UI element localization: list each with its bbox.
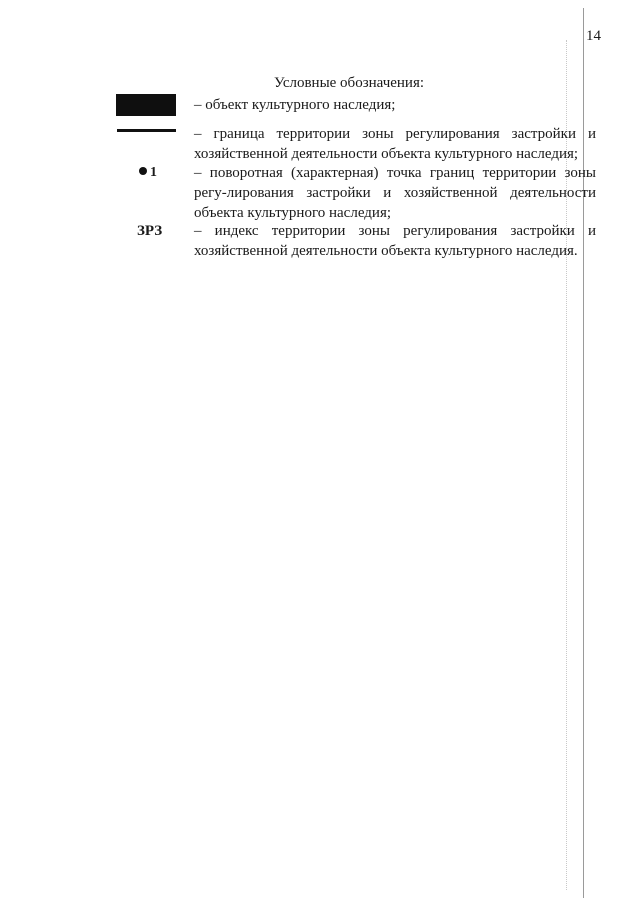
cultural-heritage-fill-icon — [116, 94, 176, 116]
point-dot-icon — [139, 167, 147, 175]
legend-item-heritage-text: – объект культурного наследия; — [194, 97, 396, 113]
turning-point-symbol — [139, 165, 157, 181]
zone-boundary-line-icon — [117, 129, 176, 132]
zone-index-symbol: ЗРЗ — [137, 223, 163, 239]
legend-title: Условные обозначения: — [274, 75, 425, 91]
turning-point-number: 1 — [150, 165, 157, 180]
legend-item-zone-index-text: – индекс территории зоны регулирования застройки и хозяйственной деятельности объекта культурного наследия. — [194, 223, 596, 259]
page-number: 14 — [586, 28, 601, 44]
legend-item-boundary-text: – граница территории зоны регулирования застройки и хозяйственной деятельности объекта культурного наследия; — [194, 126, 596, 162]
legend-item-turning-point-text: – поворотная (характерная) точка границ территории зоны регу-лирования застройки и хозяйственной деятельности объекта культурного наследия; — [194, 165, 596, 221]
